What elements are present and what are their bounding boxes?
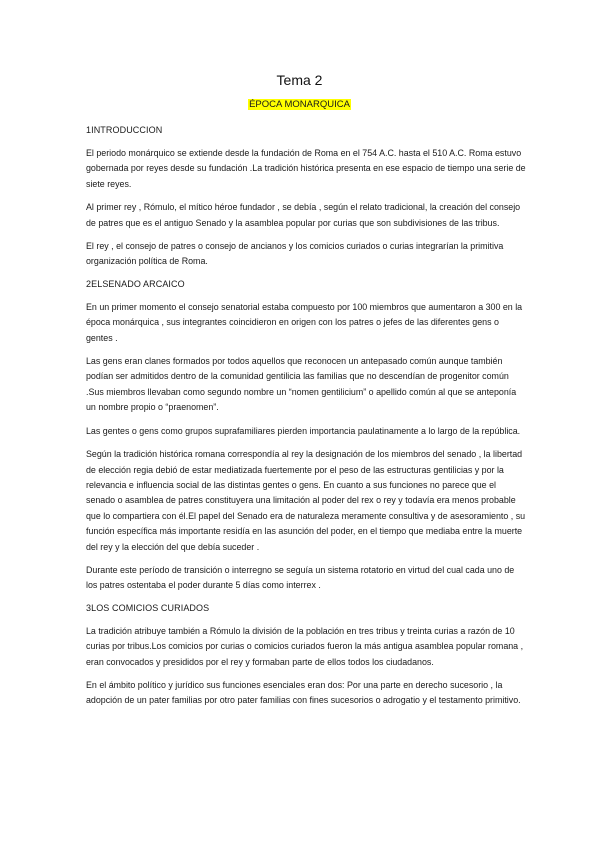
paragraph: El rey , el consejo de patres o consejo de ancianos y los comicios curiados o curias integrarían la primitiva organización política de Roma.: [86, 241, 504, 267]
document-body: [86, 124, 526, 717]
paragraph: El periodo monárquico se extiende desde la fundación de Roma en el 754 A.C. hasta el 510 A.C. Roma estuvo gobernada por reyes desde su fundación .La tradición histórica presenta en ese espacio de tiempo una serie de siete reyes.: [86, 148, 526, 189]
paragraph: En el ámbito político y jurídico sus funciones esenciales eran dos: Por una parte en derecho sucesorio , la adopción de un pater familias por otro pater familias con fines sucesorios o adrogatio y el testamento primitivo.: [86, 679, 521, 706]
document-subtitle: [0, 99, 599, 110]
highlighted-subtitle: ÉPOCA MONARQUICA: [249, 99, 350, 110]
paragraph: Según la tradición histórica romana correspondía al rey la designación de los miembros del senado , la libertad de elección regia debió de estar mediatizada fuertemente por el peso de las estructuras gentilicias y por la relevancia e influencia social de las distintas gentes o gens. En cuanto a sus funciones no parece que el senado o asamblea de patres constituyera una limitación al poder del rex o rey y todavía era menos probable que lo compartiera con él.El papel del Senado era de naturaleza meramente consultiva y de asesoramiento , su función específica más importante residía en las asunción del poder, en el tiempo que mediaba entre la muerte del rey y la elección del que debía suceder .: [86, 449, 526, 552]
paragraph: En un primer momento el consejo senatorial estaba compuesto por 100 miembros que aumentaron a 300 en la época monárquica , sus integrantes coincidieron en origen con los patres o jefes de las diferentes gens o gentes .: [86, 301, 523, 343]
paragraph: La tradición atribuye también a Rómulo la división de la población en tres tribus y treinta curias a razón de 10 curias por tribus.Los comicios por curias o comicios curiados fueron la más antigua asamblea popular romana , eran convocados y presididos por el rey y formaban parte de ellos todos los ciudadanos.: [86, 625, 524, 667]
paragraph: Las gens eran clanes formados por todos aquellos que reconocen un antepasado común aunque también podían ser admitidos dentro de la comunidad gentilicia las familias que no descendían de progenitor común .Sus miembros llevaban como segundo nombre un “nomen gentilicium” o apellido común al que se anteponía un nombre propio o “praenomen”.: [86, 356, 517, 413]
paragraph: Al primer rey , Rómulo, el mítico héroe fundador , se debía , según el relato tradicional, la creación del consejo de patres que es el antiguo Senado y la asamblea popular por curias que son subdivisiones de las tribus.: [86, 202, 521, 228]
section-heading-comicios-curiados: 3LOS COMICIOS CURIADOS: [86, 602, 210, 613]
paragraph: Las gentes o gens como grupos suprafamiliares pierden importancia paulatinamente a lo largo de la república.: [86, 425, 521, 436]
document-title: Tema 2: [276, 72, 323, 88]
section-heading-introduccion: 1INTRODUCCION: [86, 125, 163, 135]
paragraph: Durante este período de transición o interregno se seguía un sistema rotatorio en virtud del cual cada uno de los patres ostentaba el poder durante 5 días como interrex .: [86, 564, 515, 591]
section-heading-senado-arcaico: 2ELSENADO ARCAICO: [86, 278, 185, 289]
